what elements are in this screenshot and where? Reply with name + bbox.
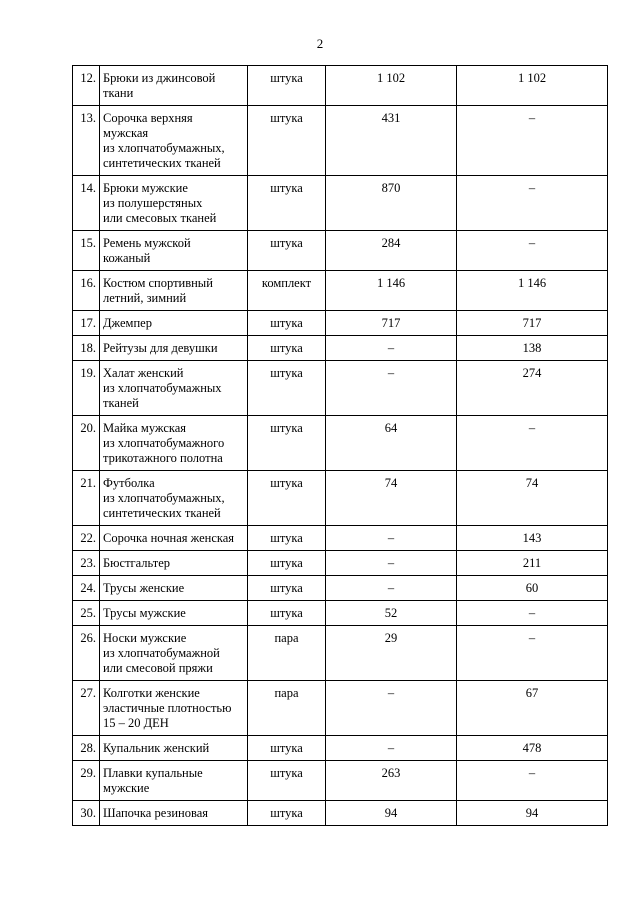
- value-column-2: –: [457, 601, 608, 626]
- value-column-1: 870: [326, 176, 457, 231]
- value-column-2: 67: [457, 681, 608, 736]
- item-name: Рейтузы для девушки: [100, 336, 248, 361]
- value-column-1: –: [326, 736, 457, 761]
- row-number: 25.: [73, 601, 100, 626]
- value-column-2: –: [457, 626, 608, 681]
- item-unit: штука: [248, 801, 326, 826]
- item-unit: штука: [248, 601, 326, 626]
- item-name: Джемпер: [100, 311, 248, 336]
- item-unit: пара: [248, 626, 326, 681]
- value-column-1: 29: [326, 626, 457, 681]
- table-row: [73, 336, 608, 361]
- row-number: 17.: [73, 311, 100, 336]
- value-column-2: 274: [457, 361, 608, 416]
- item-name: Бюстгальтер: [100, 551, 248, 576]
- value-column-1: –: [326, 336, 457, 361]
- item-name: Брюки из джинсовой ткани: [100, 66, 248, 106]
- value-column-2: –: [457, 176, 608, 231]
- row-number: 24.: [73, 576, 100, 601]
- item-name: Брюки мужские из полушерстяных или смесовых тканей: [100, 176, 248, 231]
- value-column-2: 211: [457, 551, 608, 576]
- row-number: 14.: [73, 176, 100, 231]
- value-column-1: 74: [326, 471, 457, 526]
- row-number: 27.: [73, 681, 100, 736]
- value-column-1: 1 102: [326, 66, 457, 106]
- value-column-1: –: [326, 361, 457, 416]
- table-row: [73, 681, 608, 736]
- table-row: [73, 271, 608, 311]
- item-unit: штука: [248, 551, 326, 576]
- value-column-1: 52: [326, 601, 457, 626]
- row-number: 16.: [73, 271, 100, 311]
- value-column-2: 94: [457, 801, 608, 826]
- value-column-2: –: [457, 106, 608, 176]
- item-name: Ремень мужской кожаный: [100, 231, 248, 271]
- item-unit: штука: [248, 311, 326, 336]
- row-number: 22.: [73, 526, 100, 551]
- row-number: 30.: [73, 801, 100, 826]
- item-name: Халат женский из хлопчатобумажных тканей: [100, 361, 248, 416]
- item-unit: штука: [248, 736, 326, 761]
- row-number: 19.: [73, 361, 100, 416]
- row-number: 13.: [73, 106, 100, 176]
- item-name: Сорочка ночная женская: [100, 526, 248, 551]
- table-row: [73, 311, 608, 336]
- value-column-1: 263: [326, 761, 457, 801]
- row-number: 15.: [73, 231, 100, 271]
- table-row: [73, 736, 608, 761]
- table-row: [73, 471, 608, 526]
- item-unit: комплект: [248, 271, 326, 311]
- row-number: 12.: [73, 66, 100, 106]
- items-table: [72, 65, 608, 826]
- item-unit: штука: [248, 526, 326, 551]
- value-column-2: –: [457, 231, 608, 271]
- value-column-1: 1 146: [326, 271, 457, 311]
- item-name: Майка мужская из хлопчатобумажного трикотажного полотна: [100, 416, 248, 471]
- value-column-1: –: [326, 551, 457, 576]
- table-row: [73, 626, 608, 681]
- table-row: [73, 416, 608, 471]
- value-column-1: 717: [326, 311, 457, 336]
- value-column-2: –: [457, 416, 608, 471]
- value-column-1: 431: [326, 106, 457, 176]
- value-column-2: 143: [457, 526, 608, 551]
- table-row: [73, 176, 608, 231]
- value-column-1: 94: [326, 801, 457, 826]
- row-number: 28.: [73, 736, 100, 761]
- value-column-1: 64: [326, 416, 457, 471]
- item-name: Футболка из хлопчатобумажных, синтетических тканей: [100, 471, 248, 526]
- value-column-2: 138: [457, 336, 608, 361]
- row-number: 29.: [73, 761, 100, 801]
- table-row: [73, 551, 608, 576]
- item-unit: штука: [248, 106, 326, 176]
- value-column-2: 60: [457, 576, 608, 601]
- item-name: Колготки женские эластичные плотностью 15 – 20 ДЕН: [100, 681, 248, 736]
- table-row: [73, 601, 608, 626]
- item-name: Носки мужские из хлопчатобумажной или смесовой пряжи: [100, 626, 248, 681]
- table-body: [73, 66, 608, 826]
- row-number: 23.: [73, 551, 100, 576]
- value-column-1: –: [326, 681, 457, 736]
- page-number: 2: [316, 36, 324, 51]
- row-number: 21.: [73, 471, 100, 526]
- row-number: 20.: [73, 416, 100, 471]
- table-row: [73, 361, 608, 416]
- item-unit: штука: [248, 576, 326, 601]
- table-row: [73, 106, 608, 176]
- value-column-2: 1 102: [457, 66, 608, 106]
- item-name: Купальник женский: [100, 736, 248, 761]
- item-name: Плавки купальные мужские: [100, 761, 248, 801]
- table-row: [73, 231, 608, 271]
- value-column-2: 717: [457, 311, 608, 336]
- table-row: [73, 761, 608, 801]
- value-column-1: 284: [326, 231, 457, 271]
- item-unit: штука: [248, 231, 326, 271]
- table-row: [73, 66, 608, 106]
- row-number: 26.: [73, 626, 100, 681]
- item-unit: штука: [248, 176, 326, 231]
- table-row: [73, 801, 608, 826]
- item-unit: штука: [248, 336, 326, 361]
- item-name: Шапочка резиновая: [100, 801, 248, 826]
- value-column-2: –: [457, 761, 608, 801]
- table-row: [73, 576, 608, 601]
- item-name: Трусы женские: [100, 576, 248, 601]
- item-name: Трусы мужские: [100, 601, 248, 626]
- item-name: Сорочка верхняя мужская из хлопчатобумажных, синтетических тканей: [100, 106, 248, 176]
- value-column-2: 1 146: [457, 271, 608, 311]
- value-column-2: 74: [457, 471, 608, 526]
- value-column-2: 478: [457, 736, 608, 761]
- row-number: 18.: [73, 336, 100, 361]
- item-unit: штука: [248, 361, 326, 416]
- item-unit: штука: [248, 471, 326, 526]
- item-unit: штука: [248, 416, 326, 471]
- value-column-1: –: [326, 526, 457, 551]
- item-unit: пара: [248, 681, 326, 736]
- table-row: [73, 526, 608, 551]
- item-unit: штука: [248, 66, 326, 106]
- value-column-1: –: [326, 576, 457, 601]
- item-unit: штука: [248, 761, 326, 801]
- item-name: Костюм спортивный летний, зимний: [100, 271, 248, 311]
